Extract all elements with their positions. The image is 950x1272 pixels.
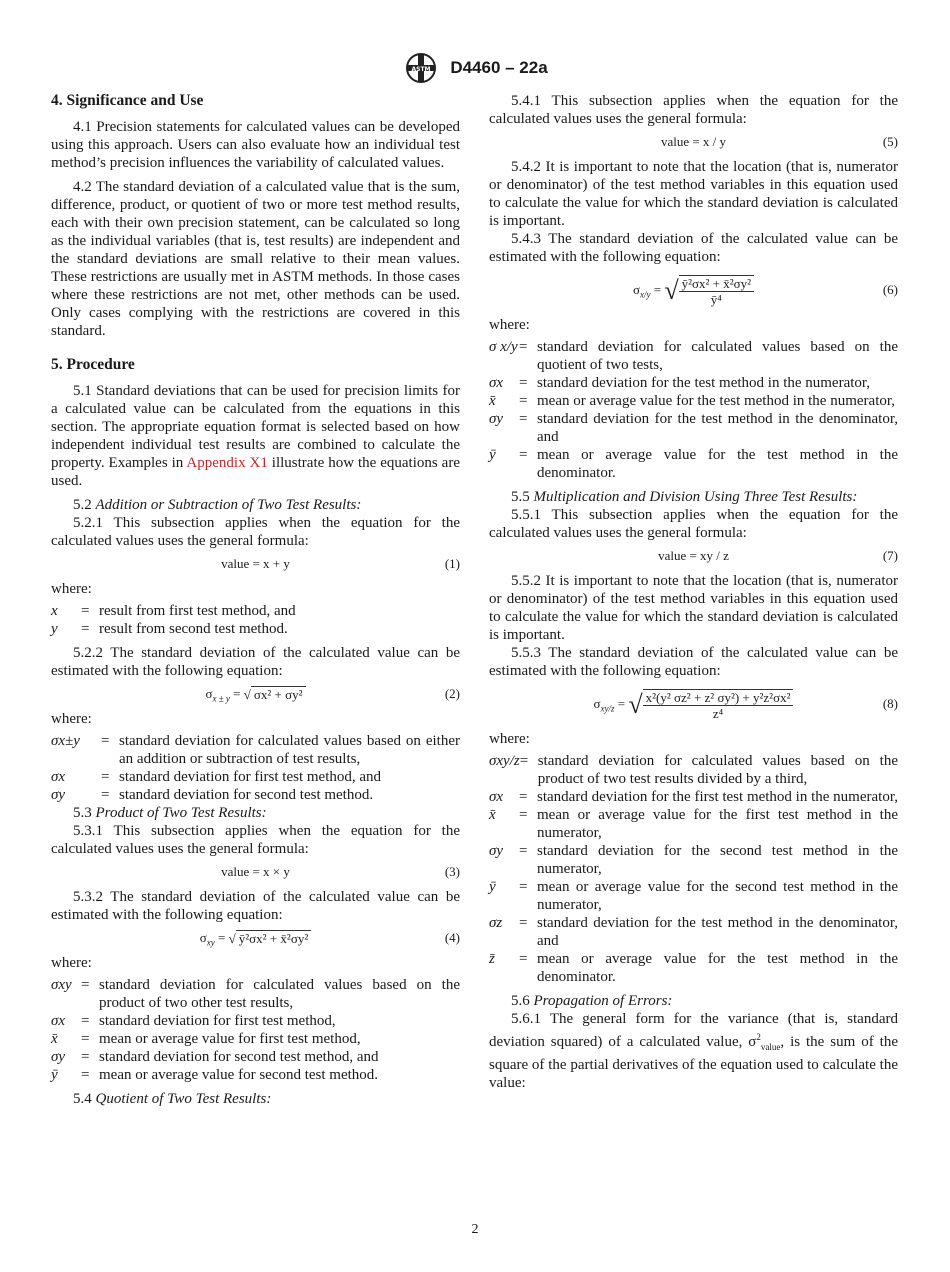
definition-symbol: σy: [51, 1049, 66, 1065]
definition-equals: =: [519, 447, 528, 463]
definition-row: [489, 842, 898, 878]
definition-text: mean or average value for the second test method in the numerator,: [537, 879, 898, 913]
definitions-1: [51, 602, 460, 638]
definition-symbol: x̄: [489, 393, 496, 409]
definition-equals: =: [519, 915, 528, 931]
definition-symbol: σxy: [51, 977, 72, 993]
definition-row: [51, 1066, 460, 1084]
astm-logo-icon: [402, 52, 440, 84]
definition-symbol: x̄: [51, 1031, 58, 1047]
definition-equals: =: [101, 769, 110, 785]
definition-row: [489, 788, 898, 806]
definition-symbol: z̄: [489, 951, 495, 967]
definition-symbol: σx±y: [51, 733, 80, 749]
definition-symbol: σy: [51, 787, 66, 803]
equation-5: value = x / y (5): [660, 134, 898, 149]
definition-equals: =: [519, 807, 528, 823]
paragraph-5-6: 5.6 Propagation of Errors:: [511, 993, 673, 1009]
definition-symbol: σx: [489, 789, 504, 805]
definition-symbol: σ x/y: [489, 339, 518, 355]
paragraph-5-2: 5.2 Addition or Subtraction of Two Test Results:: [73, 497, 362, 513]
definition-symbol: σy: [489, 843, 504, 859]
definition-row: [489, 338, 898, 374]
definition-row: [51, 1030, 460, 1048]
definition-row: [489, 878, 898, 914]
definition-equals: =: [101, 733, 110, 749]
paragraph-5-2-1: 5.2.1 This subsection applies when the equation for the calculated values uses the general formula:: [51, 515, 460, 549]
definition-symbol: σx: [489, 375, 504, 391]
definition-row: [489, 914, 898, 950]
equation-2: $\sigma_{x \pm y}$ = √ σx² + σy² (2): [51, 682, 460, 706]
definition-equals: =: [519, 393, 528, 409]
definition-row: [51, 602, 460, 620]
definition-text: standard deviation for calculated values based on the quotient of two tests,: [537, 339, 898, 373]
section-5-heading: 5. Procedure: [51, 356, 135, 373]
definition-row: [51, 976, 460, 1012]
definition-row: [51, 768, 460, 786]
sqrt-icon: √: [664, 276, 679, 306]
definition-row: [489, 410, 898, 446]
definition-text: standard deviation for calculated values based on the product of two test results divided by a third,: [537, 753, 898, 787]
equation-8: $\sigma_{xy/z}$ = √ $\frac{\text{x²(y² σz² + z² σy²) + y²z²σx²}}{\text{z⁴}}$ (8): [489, 682, 898, 726]
definition-symbol: ȳ: [489, 447, 496, 463]
equation-3: value = x × y (3): [221, 864, 460, 879]
definition-text: standard deviation for the second test method in the numerator,: [537, 843, 898, 877]
paragraph-4-2: 4.2 The standard deviation of a calculated value that is the sum, difference, product, or quotient of two or more test method results, each with their own precision statement, can be calculated so long as the individual variables (that is, test results) are independent and the standard deviations are small relative to their mean values. These restrictions are usually met in ASTM methods. In those cases where these restrictions are not met, other methods can be used. Only cases complying with the restrictions are covered in this standard.: [51, 179, 460, 339]
definition-text: standard deviation for the test method in the denominator, and: [537, 915, 898, 949]
definition-text: standard deviation for the test method in the denominator, and: [537, 411, 898, 445]
paragraph-5-4-3: 5.4.3 The standard deviation of the calculated value can be estimated with the following equation:: [489, 231, 898, 265]
paragraph-5-5-3: 5.5.3 The standard deviation of the calculated value can be estimated with the following equation:: [489, 645, 898, 679]
definition-text: result from first test method, and: [99, 603, 296, 619]
definition-row: [489, 392, 898, 410]
definition-equals: =: [519, 375, 528, 391]
definition-symbol: σy: [489, 411, 504, 427]
right-column: 5.4.1 This subsection applies when the equation for the calculated values uses the general formula: value = x / y (5) 5.4.2 It is important to note that the location (that is, numerator or denominator) of the test method variables in this equation used to calculate the value for which the standard deviation is calculated is important. 5.4.3 The standard deviation of the calculated value can be estimated with the following equation: $\sigma_{x/y}$ = √ $\frac{\text{ȳ²σx² + x̄²σy²}}{\text{ȳ⁴}}$ (6) where: σ x/y = standard deviation for calculated values based on the quotient of two tests, σx = standard deviation for the test method in the numerator, x̄ = mean or average value for the test method in the numerator, σy = standard deviation for the test method in the denominator, and ȳ = mean or average value for the test method in the denominator. 5.5 Multiplication and Division Using Three Test Results: 5.5.1 This subsection applies when the equation for the calculated values uses the general formula: value = xy / z (7) 5.5.2 It is important to note that the location (that is, numerator or denominator) of the test method variables in this equation used to calculate the value for which the standard deviation is calculated is important. 5.5.3 The standard deviation of the calculated value can be estimated with the following equation: $\sigma_{xy/z}$ = √ $\frac{\text{x²(y² σz² + z² σy²) + y²z²σx²}}{\text{z⁴}}$ (8) where: σxy/z = standard deviation for calculated values based on the product of two test results divided by a third, σx = standard deviation for the first test method in the numerator, x̄ = mean or average value for the first test method in the numerator, σy = standard deviation for the second test method in the numerator, ȳ = mean or average value for the second test method in the numerator, σz = standard deviation for the test method in the denominator, and z̄ = mean or average value for the test method in the denominator. 5.6 Propagation of Errors: 5.6.1 The general form for the variance (that is, standard deviation squared) of a calculated value, $\sigma^2_{value}$, is the sum of the square of the partial derivatives of the equation used to calculate the value:: [489, 93, 898, 1091]
definition-equals: =: [519, 951, 528, 967]
paragraph-5-3: 5.3 Product of Two Test Results:: [73, 805, 267, 821]
svg-text:ASTM: ASTM: [411, 66, 431, 73]
paragraph-5-1: 5.1 Standard deviations that can be used for precision limits for a calculated value can be calculated from the equations in this section. The appropriate equation format is selected based on how independent individual test results are combined to calculate the property. Examples in Appendix X1 illustrate how the equations are used.: [51, 383, 460, 489]
definition-equals: =: [81, 1067, 90, 1083]
definition-text: standard deviation for second test method, and: [99, 1049, 379, 1065]
paragraph-5-3-2: 5.3.2 The standard deviation of the calculated value can be estimated with the following equation:: [51, 889, 460, 923]
definitions-4: [51, 976, 460, 1084]
paragraph-5-4: 5.4 Quotient of Two Test Results:: [73, 1091, 272, 1107]
definition-symbol: σxy/z: [489, 753, 520, 769]
where-label: where:: [51, 581, 92, 597]
definition-text: standard deviation for calculated values based on either an addition or subtraction of test results,: [119, 733, 460, 767]
definitions-2: [51, 732, 460, 804]
paragraph-5-5-1: 5.5.1 This subsection applies when the equation for the calculated values uses the general formula:: [489, 507, 898, 541]
definition-symbol: ȳ: [489, 879, 496, 895]
left-column: 4. Significance and Use 4.1 Precision statements for calculated values can be developed using this approach. Users can also evaluate how an individual test method’s precision influences the variability of calculated values. 4.2 The standard deviation of a calculated value that is the sum, difference, product, or quotient of two or more test method results, each with their own precision statement, can be calculated so long as the individual variables (that is, test results) are independent and the standard deviations are small relative to their mean values. These restrictions are usually met in ASTM methods. In those cases where these restrictions are not met, other methods can be used. Only cases complying with the restrictions are covered in this standard. 5. Procedure 5.1 Standard deviations that can be used for precision limits for a calculated value can be calculated from the equations in this section. The appropriate equation format is selected based on how independent individual test results are combined to calculate the property. Examples in Appendix X1 illustrate how the equations are used. 5.2 Addition or Subtraction of Two Test Results: 5.2.1 This subsection applies when the equation for the calculated values uses the general formula: value = x + y (1) where: x = result from first test method, and y = result from second test method. 5.2.2 The standard deviation of the calculated value can be estimated with the following equation: $\sigma_{x \pm y}$ = √ σx² + σy² (2) where: σx±y = standard deviation for calculated values based on either an addition or subtraction of test results, σx = standard deviation for first test method, and σy = standard deviation for second test method. 5.3 Product of Two Test Results: 5.3.1 This subsection applies when the equation for the calculated values uses the general formula: value = x × y (3) 5.3.2 The standard deviation of the calculated value can be estimated with the following equation: $\sigma_{xy}$ = √ ȳ²σx² + x̄²σy² (4) where: σxy = standard deviation for calculated values based on the product of two other test results, σx = standard deviation for first test method, x̄ = mean or average value for first test method, σy = standard deviation for second test method, and ȳ = mean or average value for second test method. 5.4 Quotient of Two Test Results:: [51, 92, 460, 1107]
paragraph-5-4-1: 5.4.1 This subsection applies when the equation for the calculated values uses the general formula:: [489, 93, 898, 127]
page-number: 2: [471, 1222, 479, 1237]
definition-row: [51, 1012, 460, 1030]
definition-symbol: y: [51, 621, 58, 637]
definition-equals: =: [81, 1031, 90, 1047]
definitions-6: [489, 338, 898, 482]
definition-row: [51, 786, 460, 804]
paragraph-4-1: 4.1 Precision statements for calculated values can be developed using this approach. Users can also evaluate how an individual test method’s precision influences the variability of calculated values.: [51, 119, 460, 171]
definition-text: standard deviation for the first test method in the numerator,: [537, 789, 898, 805]
equation-1: value = x + y (1): [221, 556, 460, 571]
equation-6: $\sigma_{x/y}$ = √ $\frac{\text{ȳ²σx² + x̄²σy²}}{\text{ȳ⁴}}$ (6): [489, 268, 898, 312]
definition-row: [489, 806, 898, 842]
definition-equals: =: [81, 1049, 90, 1065]
definition-equals: =: [519, 753, 529, 769]
definition-equals: =: [519, 411, 528, 427]
definition-symbol: x: [51, 603, 58, 619]
definition-text: standard deviation for first test method, and: [119, 769, 382, 785]
paragraph-5-5-2: 5.5.2 It is important to note that the location (that is, numerator or denominator) of the test method variables in this equation used to calculate the value for which the standard deviation is calculated is important.: [489, 573, 898, 643]
definition-text: mean or average value for the first test method in the numerator,: [537, 807, 898, 841]
definition-text: standard deviation for first test method,: [99, 1013, 336, 1029]
section-4-heading: 4. Significance and Use: [51, 92, 204, 109]
definition-text: standard deviation for the test method in the numerator,: [537, 375, 871, 391]
definition-text: result from second test method.: [99, 621, 288, 637]
definition-row: [489, 446, 898, 482]
definition-row: [489, 752, 898, 788]
definition-equals: =: [519, 339, 528, 355]
paragraph-5-3-1: 5.3.1 This subsection applies when the equation for the calculated values uses the general formula:: [51, 823, 460, 857]
document-id: D4460 – 22a: [450, 58, 548, 77]
definition-equals: =: [519, 789, 528, 805]
definition-equals: =: [519, 843, 528, 859]
definition-text: mean or average value for second test method.: [99, 1067, 379, 1083]
definition-row: [51, 732, 460, 768]
appendix-x1-link[interactable]: Appendix X1: [186, 455, 268, 471]
sqrt-icon: √ σx² + σy²: [244, 683, 306, 707]
definition-row: [489, 950, 898, 986]
definition-equals: =: [519, 879, 528, 895]
definition-equals: =: [101, 787, 110, 803]
definition-symbol: ȳ: [51, 1067, 58, 1083]
definition-equals: =: [81, 603, 90, 619]
paragraph-5-2-2: 5.2.2 The standard deviation of the calculated value can be estimated with the following equation:: [51, 645, 460, 679]
sqrt-icon: √: [628, 690, 643, 720]
definition-equals: =: [81, 621, 90, 637]
definition-text: mean or average value for the test method in the denominator.: [537, 447, 898, 481]
sqrt-icon: √ ȳ²σx² + x̄²σy²: [229, 927, 312, 951]
definition-equals: =: [81, 1013, 90, 1029]
definition-symbol: x̄: [489, 807, 496, 823]
definition-symbol: σx: [51, 769, 66, 785]
equation-7: value = xy / z (7): [658, 548, 898, 563]
definition-row: [51, 620, 460, 638]
definition-text: mean or average value for the test method in the numerator,: [537, 393, 896, 409]
definition-symbol: σz: [489, 915, 503, 931]
definition-row: [51, 1048, 460, 1066]
definition-equals: =: [81, 977, 90, 993]
definition-row: [489, 374, 898, 392]
definition-text: mean or average value for first test method,: [99, 1031, 361, 1047]
definitions-8: [489, 752, 898, 986]
definition-text: standard deviation for calculated values based on the product of two other test results,: [99, 977, 460, 1011]
page-header: [0, 52, 950, 88]
equation-4: $\sigma_{xy}$ = √ ȳ²σx² + x̄²σy² (4): [51, 926, 460, 950]
definition-symbol: σx: [51, 1013, 66, 1029]
definition-text: mean or average value for the test method in the denominator.: [537, 951, 898, 985]
definition-text: standard deviation for second test method.: [119, 787, 374, 803]
paragraph-5-5: 5.5 Multiplication and Division Using Three Test Results:: [511, 489, 858, 505]
paragraph-5-6-1: 5.6.1 The general form for the variance (that is, standard deviation squared) of a calculated value, $\sigma^2_{value}$, is the sum of the square of the partial derivatives of the equation used to calculate the value:: [489, 1011, 898, 1091]
paragraph-5-4-2: 5.4.2 It is important to note that the location (that is, numerator or denominator) of the test method variables in this equation used to calculate the value for which the standard deviation is calculated is important.: [489, 159, 898, 229]
